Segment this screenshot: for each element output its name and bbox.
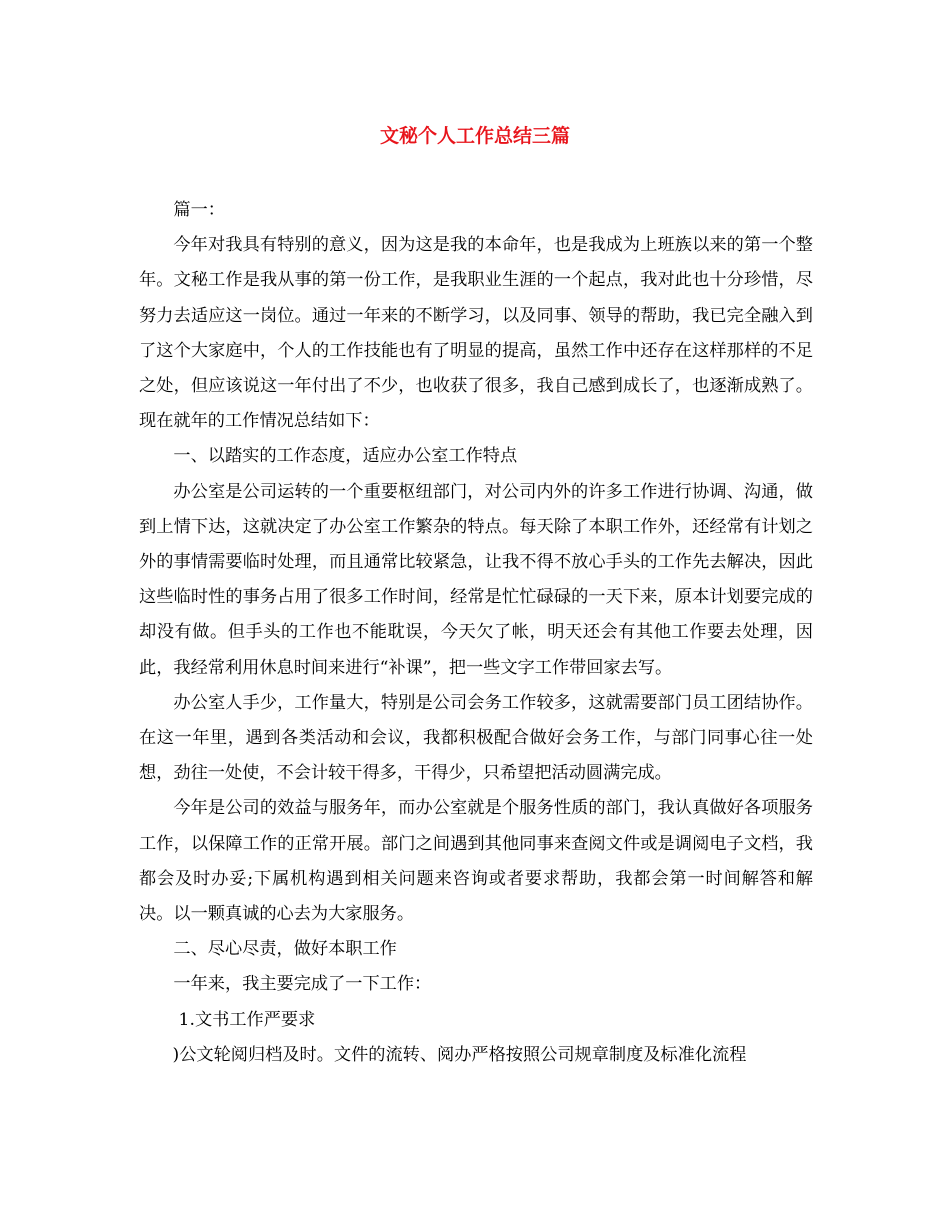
paragraph-intro: 今年对我具有特别的意义，因为这是我的本命年，也是我成为上班族以来的第一个整年。文秘工作是我从事的第一份工作，是我职业生涯的一个起点，我对此也十分珍惜，尽努力去适应这一岗位。通过一年来的不断学习，以及同事、领导的帮助，我已完全融入到了这个大家庭中，个人的工作技能也有了明显的提高，虽然工作中还存在这样那样的不足之处，但应该说这一年付出了不少，也收获了很多，我自己感到成长了，也逐渐成熟了。现在就年的工作情况总结如下： bbox=[139, 235, 813, 432]
heading-part-one: 一、以踏实的工作态度，适应办公室工作特点 bbox=[173, 446, 518, 467]
document-body bbox=[139, 193, 813, 1073]
paragraph-office-hub: 办公室是公司运转的一个重要枢纽部门，对公司内外的许多工作进行协调、沟通，做到上情下达，这就决定了办公室工作繁杂的特点。每天除了本职工作外，还经常有计划之外的事情需要临时处理，而且通常比较紧急，让我不得不放心手头的工作先去解决，因此这些临时性的事务占用了很多工作时间，经常是忙忙碌碌的一天下来，原本计划要完成的却没有做。但手头的工作也不能耽误，今天欠了帐，明天还会有其他工作要去处理，因此，我经常利用休息时间来进行“补课”，把一些文字工作带回家去写。 bbox=[139, 481, 813, 678]
paragraph-teamwork: 办公室人手少，工作量大，特别是公司会务工作较多，这就需要部门员工团结协作。在这一年里，遇到各类活动和会议，我都积极配合做好会务工作，与部门同事心往一处想，劲往一处使，不会计较干得多，干得少，只希望把活动圆满完成。 bbox=[139, 692, 813, 784]
paragraph-document-circulation: )公文轮阅归档及时。文件的流转、阅办严格按照公司规章制度及标准化流程 bbox=[172, 1044, 747, 1065]
heading-part-two: 二、尽心尽责，做好本职工作 bbox=[173, 939, 397, 960]
list-item-document-work: 1.文书工作严要求 bbox=[178, 1009, 316, 1030]
paragraph-service: 今年是公司的效益与服务年，而办公室就是个服务性质的部门，我认真做好各项服务工作，以保障工作的正常开展。部门之间遇到其他同事来查阅文件或是调阅电子文档，我都会及时办妥;下属机构遇到相关问题来咨询或者要求帮助，我都会第一时间解答和解决。以一颗真诚的心去为大家服务。 bbox=[139, 798, 813, 925]
paragraph-section-label: 篇一： bbox=[173, 200, 225, 220]
paragraph-work-list-intro: 一年来，我主要完成了一下工作： bbox=[173, 974, 432, 995]
document-title: 文秘个人工作总结三篇 bbox=[379, 125, 570, 147]
